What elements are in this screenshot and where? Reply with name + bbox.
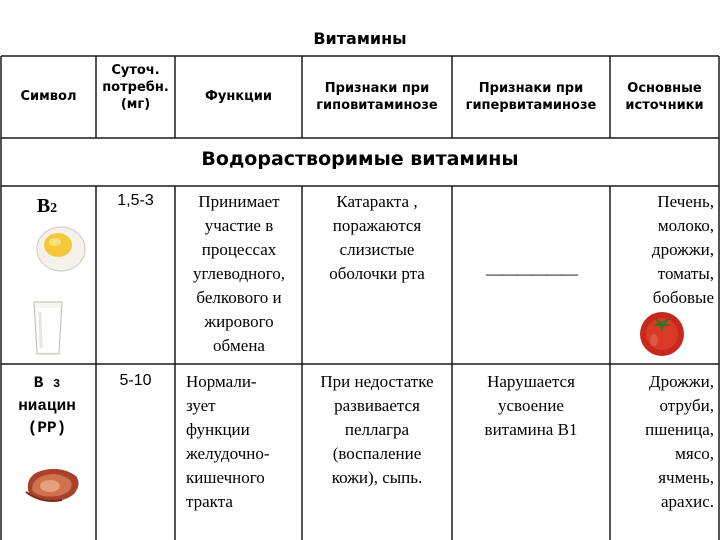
row1-hypo-line: слизистые: [339, 240, 415, 259]
row1-symbol-letter: В: [36, 195, 51, 217]
row1-symbol: [22, 194, 72, 221]
row1-sources: [610, 190, 719, 310]
row2-hypo-line: (воспаление: [332, 444, 422, 463]
row2-sources-line: пшеница,: [645, 420, 714, 439]
row2-sources-line: арахис.: [661, 492, 714, 511]
row2-symbol-letter: В: [33, 374, 44, 392]
row1-hyper: [452, 262, 610, 286]
row2-functions-line: функции: [186, 420, 250, 439]
row2-functions: [186, 370, 300, 514]
row2-symbol-name: ниацин: [18, 397, 76, 415]
row2-hypo-line: пеллагра: [344, 420, 410, 439]
row1-hypo-line: оболочки рта: [329, 264, 425, 283]
row1-symbol-sub: 2: [50, 201, 58, 216]
row2-symbol-name: (РР): [27, 419, 67, 437]
header-sources-line: источники: [625, 98, 704, 113]
header-daily-need-line: (мг): [120, 97, 151, 112]
row2-sources-line: Дрожжи,: [648, 372, 714, 391]
row2-hypo: [302, 370, 452, 490]
row2-hyper: [452, 370, 610, 442]
table-title: [0, 30, 720, 47]
row1-functions-line: жирового: [204, 312, 274, 331]
row2-functions-line: зует: [186, 396, 216, 415]
row2-hypo-line: развивается: [334, 396, 420, 415]
row2-symbol-sub: 3: [53, 377, 61, 391]
row1-functions-line: участие в: [204, 216, 274, 235]
header-hypo-line: гиповитаминозе: [316, 98, 438, 113]
section-title-text: Водорастворимые витамины: [201, 148, 519, 170]
row1-dose-text: 1,5-3: [117, 192, 154, 209]
row1-functions-line: Принимает: [198, 192, 280, 211]
row1-sources-line: томаты,: [657, 264, 714, 283]
row1-sources-line: молоко,: [657, 216, 714, 235]
row2-sources-line: мясо,: [675, 444, 714, 463]
row1-functions-line: углеводного,: [192, 264, 286, 283]
header-sources-line: Основные: [627, 81, 702, 96]
table-title-text: Витамины: [313, 29, 407, 48]
header-hyper-line: гипервитаминозе: [465, 98, 597, 113]
header-symbol-text: Символ: [20, 89, 77, 104]
row2-functions-line: желудочно-: [186, 444, 270, 463]
header-symbol: [1, 88, 96, 105]
row1-sources-line: Печень,: [657, 192, 714, 211]
row2-functions-line: Нормали-: [186, 372, 257, 391]
header-functions-text: Функции: [204, 89, 273, 104]
header-hyper: [452, 80, 610, 114]
header-hyper-line: Признаки при: [478, 81, 584, 96]
header-daily-need: [96, 62, 175, 113]
row2-sources: [610, 370, 719, 514]
row1-dose: [96, 192, 175, 210]
row1-hypo-line: поражаются: [332, 216, 422, 235]
row1-hyper-dash: ——————: [486, 264, 576, 283]
milk-glass-image: [26, 298, 70, 358]
row1-functions-line: обмена: [213, 336, 265, 355]
row1-functions: [177, 190, 301, 358]
header-functions: [175, 88, 302, 105]
row2-symbol: [10, 372, 84, 439]
row2-hyper-line: Нарушается: [487, 372, 575, 391]
row1-sources-line: бобовые: [652, 288, 714, 307]
row2-hypo-line: кожи), сыпь.: [331, 468, 423, 487]
header-daily-need-line: потребн.: [102, 80, 169, 95]
row2-hypo-line: При недостатке: [320, 372, 434, 391]
row1-functions-line: процессах: [201, 240, 277, 259]
row1-sources-line: дрожжи,: [651, 240, 714, 259]
header-hypo-line: Признаки при: [324, 81, 430, 96]
row1-hypo: [302, 190, 452, 286]
row1-hypo-line: Катаракта ,: [336, 192, 418, 211]
row2-dose: [96, 372, 175, 390]
section-title: [0, 148, 720, 170]
tomato-image: [636, 308, 688, 358]
row2-dose-text: 5-10: [119, 372, 152, 389]
meat-image: [22, 460, 84, 506]
row2-sources-line: ячмень,: [658, 468, 714, 487]
row1-functions-line: белкового и: [196, 288, 282, 307]
header-daily-need-line: Суточ.: [111, 63, 160, 78]
row2-hyper-line: витамина В1: [484, 420, 578, 439]
egg-image: [34, 222, 92, 274]
row2-sources-line: отруби,: [659, 396, 714, 415]
row2-functions-line: кишечного: [186, 468, 265, 487]
header-sources: [610, 80, 719, 114]
row2-hyper-line: усвоение: [498, 396, 564, 415]
row2-functions-line: тракта: [186, 492, 233, 511]
header-hypo: [302, 80, 452, 114]
